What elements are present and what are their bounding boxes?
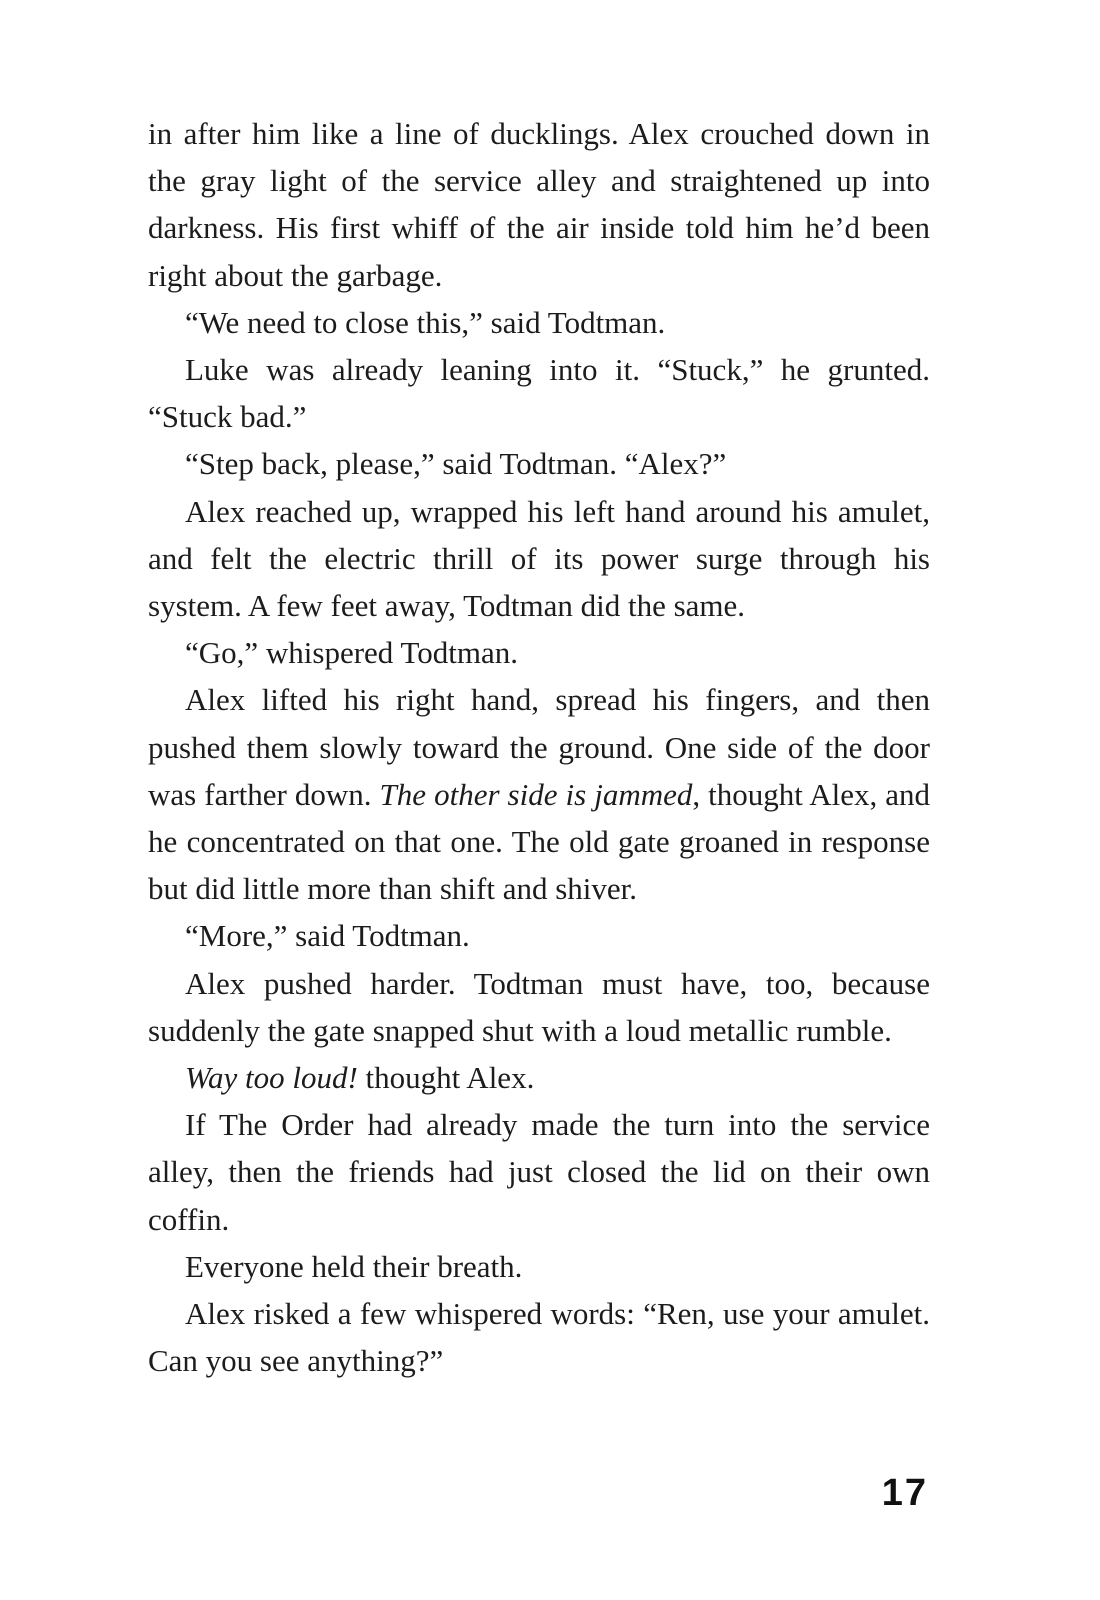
paragraph-10 bbox=[148, 1054, 930, 1101]
italic-thought: Way too loud! bbox=[185, 1060, 358, 1096]
paragraph-1 bbox=[148, 110, 930, 299]
text-span: , thought Alex, and he concentrated on that one. The old gate groaned in response but did little more than shift and shiver. bbox=[148, 776, 930, 907]
paragraph-5 bbox=[148, 488, 930, 630]
page-number: 17 bbox=[881, 1472, 928, 1514]
text-span: thought Alex. bbox=[357, 1060, 535, 1096]
text-span: “We need to close this,” said Todtman. bbox=[185, 304, 666, 340]
paragraph-12 bbox=[148, 1243, 930, 1290]
paragraph-3 bbox=[148, 346, 930, 440]
text-span: Alex reached up, wrapped his left hand around his amulet, and felt the electric thrill of its power surge through his system. A few feet away, Todtman did the same. bbox=[148, 493, 930, 624]
text-span: “More,” said Todtman. bbox=[185, 918, 470, 954]
text-span: “Step back, please,” said Todtman. “Alex?” bbox=[185, 446, 727, 482]
text-span: If The Order had already made the turn into the service alley, then the friends had just closed the lid on their own coffin. bbox=[148, 1107, 930, 1237]
paragraph-4 bbox=[148, 440, 930, 487]
text-span: “Go,” whispered Todtman. bbox=[185, 635, 519, 671]
text-span: Alex lifted his right hand, spread his fingers, and then pushed them slowly toward the ground. One side of the door was farther down. bbox=[148, 682, 930, 812]
paragraph-7 bbox=[148, 676, 930, 912]
paragraph-9 bbox=[148, 960, 930, 1054]
paragraph-2 bbox=[148, 299, 930, 346]
italic-thought: The other side is jammed bbox=[379, 776, 693, 812]
text-span: Alex risked a few whispered words: “Ren, use your amulet. Can you see anything?” bbox=[148, 1296, 930, 1379]
paragraph-8 bbox=[148, 912, 930, 959]
text-span: Luke was already leaning into it. “Stuck,” he grunted. “Stuck bad.” bbox=[148, 352, 930, 435]
text-span: in after him like a line of ducklings. Alex crouched down in the gray light of the service alley and straightened up into darkness. His first whiff of the air inside told him he’d been right about the garbage. bbox=[148, 116, 930, 293]
text-span: Everyone held their breath. bbox=[185, 1248, 523, 1284]
text-span: Alex pushed harder. Todtman must have, too, because suddenly the gate snapped shut with a loud metallic rumble. bbox=[148, 965, 930, 1048]
paragraph-13 bbox=[148, 1290, 930, 1384]
paragraph-11 bbox=[148, 1101, 930, 1243]
page-body bbox=[148, 110, 930, 1384]
paragraph-6 bbox=[148, 629, 930, 676]
